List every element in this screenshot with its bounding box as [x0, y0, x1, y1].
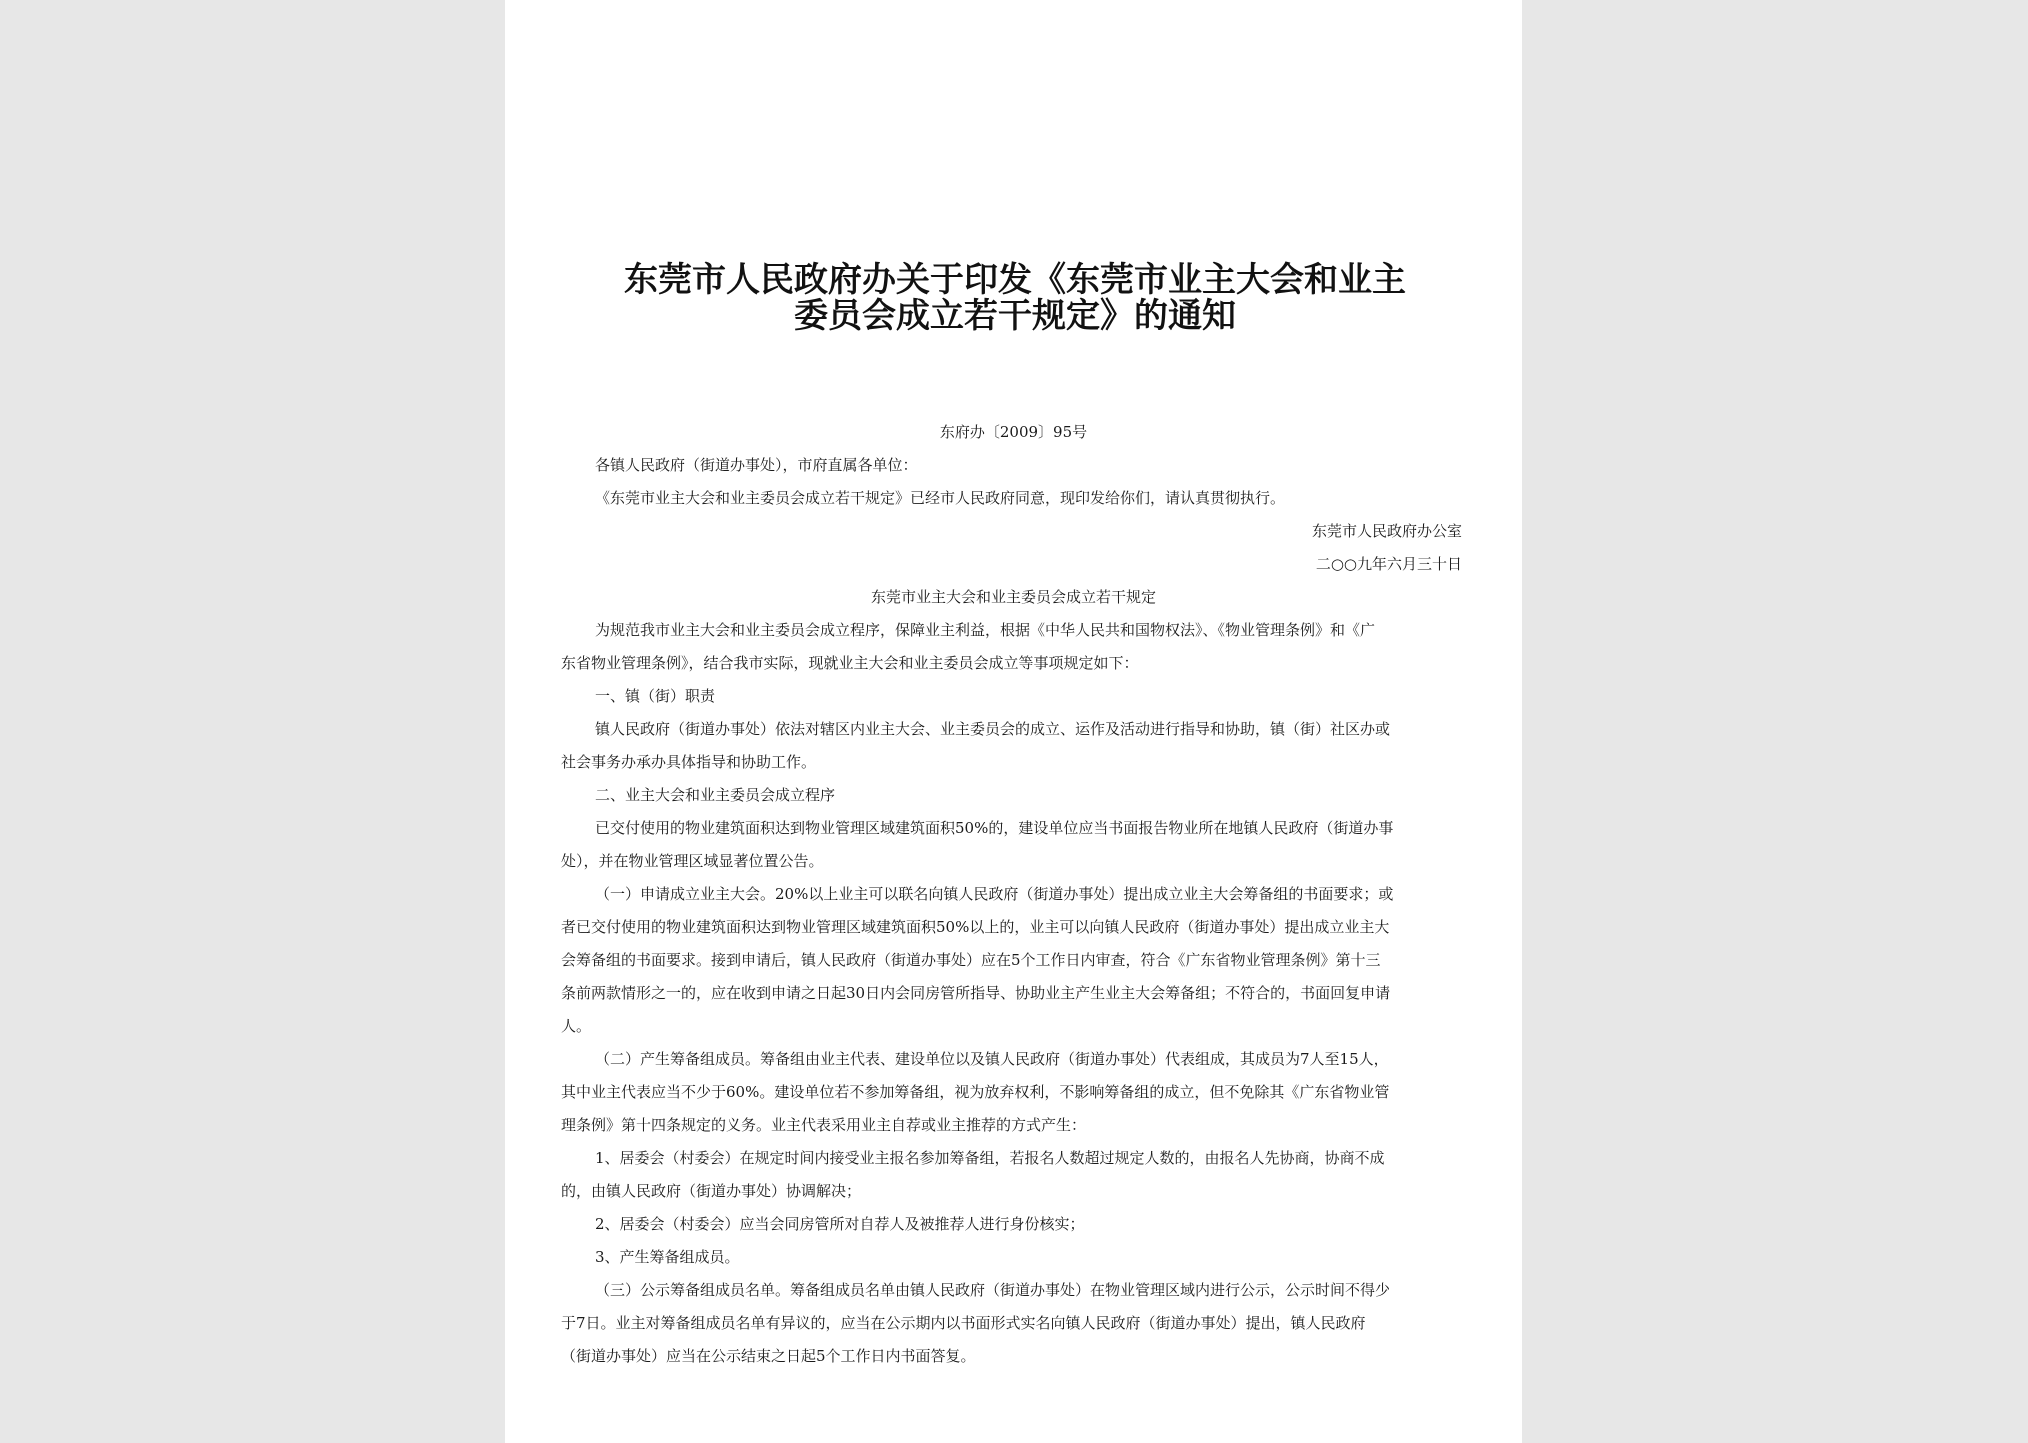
recipient-line: 各镇人民政府（街道办事处），市府直属各单位：: [595, 456, 918, 474]
title-line-2: 委员会成立若干规定》的通知: [794, 296, 1236, 336]
body-line: 3、产生筹备组成员。: [595, 1248, 740, 1266]
body-line: 东省物业管理条例》，结合我市实际，现就业主大会和业主委员会成立等事项规定如下：: [561, 654, 1139, 672]
body-line: 1、居委会（村委会）在规定时间内接受业主报名参加筹备组，若报名人数超过规定人数的，由报名人先协商，协商不成: [595, 1149, 1385, 1167]
body-line: 者已交付使用的物业建筑面积达到物业管理区域建筑面积50%以上的，业主可以向镇人民政府（街道办事处）提出成立业主大: [561, 918, 1390, 936]
title-line-1: 东莞市人民政府办关于印发《东莞市业主大会和业主: [624, 260, 1406, 300]
body-line: 为规范我市业主大会和业主委员会成立程序，保障业主利益，根据《中华人民共和国物权法》、《物业管理条例》和《广: [595, 621, 1376, 639]
body-line: 其中业主代表应当不少于60%。建设单位若不参加筹备组，视为放弃权利，不影响筹备组的成立，但不免除其《广东省物业管: [561, 1083, 1390, 1101]
body-line: （二）产生筹备组成员。筹备组由业主代表、建设单位以及镇人民政府（街道办事处）代表组成，其成员为7人至15人，: [595, 1050, 1389, 1068]
body-line: 于7日。业主对筹备组成员名单有异议的，应当在公示期内以书面形式实名向镇人民政府（街道办事处）提出，镇人民政府: [561, 1314, 1366, 1332]
body-line: 处），并在物业管理区域显著位置公告。: [561, 852, 824, 870]
document-number: 东府办〔2009〕95号: [939, 423, 1088, 441]
body-line: （一）申请成立业主大会。20%以上业主可以联名向镇人民政府（街道办事处）提出成立业主大会筹备组的书面要求；或: [595, 885, 1394, 903]
body-line: 人。: [561, 1017, 592, 1035]
issue-date: 二○○九年六月三十日: [1315, 555, 1462, 573]
issuer-signature: 东莞市人民政府办公室: [1311, 522, 1462, 540]
body-line: （三）公示筹备组成员名单。筹备组成员名单由镇人民政府（街道办事处）在物业管理区域内进行公示，公示时间不得少: [595, 1281, 1391, 1299]
document-title: [565, 262, 1465, 334]
body-line: 会筹备组的书面要求。接到申请后，镇人民政府（街道办事处）应在5个工作日内审查，符合《广东省物业管理条例》第十三: [561, 951, 1381, 969]
body-line: 社会事务办承办具体指导和协助工作。: [561, 753, 817, 771]
body-line: 已交付使用的物业建筑面积达到物业管理区域建筑面积50%的，建设单位应当书面报告物业所在地镇人民政府（街道办事: [595, 819, 1394, 837]
section-heading: 二、业主大会和业主委员会成立程序: [595, 786, 836, 804]
body-line: 2、居委会（村委会）应当会同房管所对自荐人及被推荐人进行身份核实；: [595, 1215, 1085, 1233]
regulation-subtitle: 东莞市业主大会和业主委员会成立若干规定: [870, 588, 1156, 606]
body-line: 条前两款情形之一的，应在收到申请之日起30日内会同房管所指导、协助业主产生业主大会筹备组；不符合的，书面回复申请: [561, 984, 1391, 1002]
body-line: （街道办事处）应当在公示结束之日起5个工作日内书面答复。: [561, 1347, 976, 1365]
body-line: 镇人民政府（街道办事处）依法对辖区内业主大会、业主委员会的成立、运作及活动进行指导和协助，镇（街）社区办或: [595, 720, 1391, 738]
body-line: 的，由镇人民政府（街道办事处）协调解决；: [561, 1182, 862, 1200]
intro-paragraph: 《东莞市业主大会和业主委员会成立若干规定》已经市人民政府同意，现印发给你们，请认真贯彻执行。: [595, 489, 1286, 507]
section-heading: 一、镇（街）职责: [595, 687, 716, 705]
body-line: 理条例》第十四条规定的义务。业主代表采用业主自荐或业主推荐的方式产生：: [561, 1116, 1087, 1134]
document-page: [505, 0, 1522, 1443]
